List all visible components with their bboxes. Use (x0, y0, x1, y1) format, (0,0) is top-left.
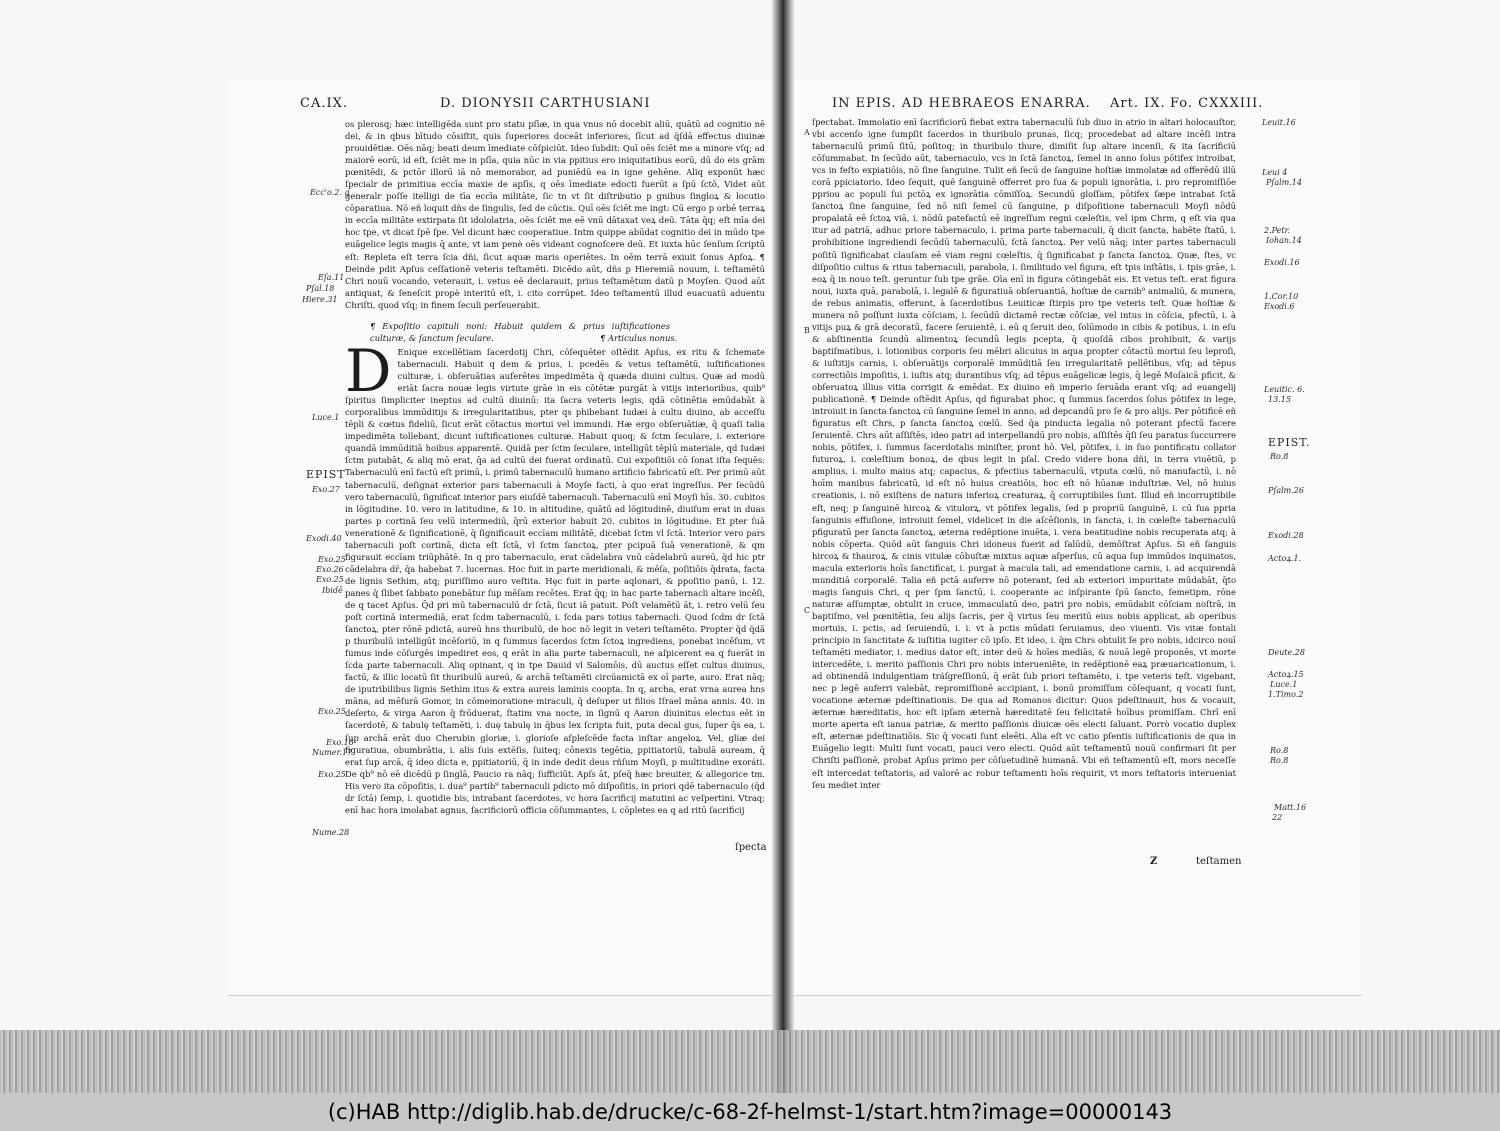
left-page-text-top: os plerosq; hæc intelligēda sunt pro statu pſīæ, in qua vnus nō docebit aliū, quātū ad cognitio nē dei, & in qbus bītudo cōsiſtit, quis ſuperiores doceāt inferiores, ſīcut ad q̄ſdā effectus diuinæ prouidētiæ. Oēs nāq; beati deum īmediate cōſpiciūt. Ideo ſubdit: Quī oēs ſciēt me a minore vſq; ad maiorē eorū, id eſt, ſciēt me in pſīa, quia nūc in via ppitius ero iniquitatibus eorū, dū do eis grām pœnitēdi, & pctōr illorū iā nō memorabor, ad puniēdū ea in igne gehēne. Aliq exponūt hæc ſpecialr de primitiua eccīa maxie de apſīs, q oēs īmediate edocti fuerūt a ſpū ſctō, Videt aūt generalr poſſe itelligi de tīa eccīa militāte, ſic tn vt ſit diſtributio p gnibus ſingloꝝ & locutio cōparatiua. Nō eñ loquit dñs de ſingulis, ſed de cūctis. Quī oēs ſciēt me ingt: Cū ergo p orbē terraꝝ in eccīa militāte extirpata ſit idololatria, oēs ſciēt me eē vnū dātaxat veꝝ deū. Tāta q̄q; eſt mīa dei hoc tpe, vt dicat ſpē ſpe. Vel dicunt hæc cooperatiue. Intm quippe abūdat cognitio dei in mūdo tpe euāgelice legis magis q̄ ante, vt iam penè oēs videant cognoſcere deū. Et iuxta hūc ſenſum ſcriptū eſt: Repleta eſt terra ſcia dñi, ſicut aquæ maris operiētes. In oēm terrā exiuit ſonus Apſoꝝ. ¶ Deinde pdit Apſus ceſſationē veteris teſtamēti. Dicēdo aūt, dñs p Hieremiā nouum, i. teſtamētū Chri nouū vocando, veterauit, i. vetus eē declarauit, prius teſtamētum datū p Moyſen. Quod aūt antiquat, & ſeneſcit propè interitū eſt, i. cito corrūpet. Ideo teſtamentū illud euacuatū aduentu Chriſti, quod vſq; in finem ſeculi perſeuerabit. (345, 119, 765, 310)
margin-note: Exodi.28 (1268, 531, 1304, 540)
margin-note: Numer.17 (312, 748, 353, 757)
margin-note: Actoꝝ.15 (1268, 670, 1304, 679)
margin-note: Ecc'o.2. q (310, 188, 350, 197)
book-gutter (772, 0, 794, 1093)
margin-note: Nume.28 (312, 828, 350, 837)
margin-note: 1.Timo.2 (1268, 690, 1304, 699)
margin-note: Pſalm.26 (1268, 486, 1304, 495)
margin-note: Ro.8 (1270, 756, 1289, 765)
margin-note: Exodi.40 (306, 534, 342, 543)
margin-note: Ro.8 (1270, 746, 1289, 755)
right-running-head-title: IN EPIS. AD HEBRAEOS ENARRA. (832, 96, 1091, 111)
margin-note: 13.15 (1268, 395, 1291, 404)
margin-note: Exo.16 (326, 738, 354, 747)
margin-note: Exo.25 (318, 770, 346, 779)
left-catchword: ſpecta (735, 842, 767, 853)
margin-note: Exo.25 (318, 707, 346, 716)
margin-heading: EPIST. (1268, 436, 1311, 449)
margin-note: Deute.28 (1268, 648, 1305, 657)
left-running-head-title: D. DIONYSII CARTHUSIANI (440, 96, 651, 111)
section-letter: C (804, 606, 811, 615)
left-subheading: ¶ Expoſitio capituli noni: Habuit quidem & prius iuſtificationes culturæ, & ſanctum ſeculare. (370, 321, 670, 344)
margin-note: Exo.26 (316, 565, 344, 574)
margin-note: Pſalm.14 (1266, 178, 1302, 187)
image-credit-text: (c)HAB http://diglib.hab.de/drucke/c-68-2f-helmst-1/start.htm?image=00000143 (327, 1100, 1173, 1124)
margin-note: Leuitic. 6. (1264, 385, 1305, 394)
margin-note: Exo.25 (316, 575, 344, 584)
margin-heading: EPIST (306, 468, 346, 481)
margin-note: Exodi.16 (1264, 258, 1300, 267)
margin-note: Leuit.16 (1262, 118, 1296, 127)
left-running-head-chapter: CA.IX. (300, 96, 348, 111)
margin-note: Exo.25 (318, 555, 346, 564)
right-running-head-article: Art. IX. (1110, 96, 1166, 111)
margin-note: Hiere.31 (302, 295, 338, 304)
margin-note: 2.Petr. (1264, 226, 1291, 235)
margin-note: Luce.1 (312, 413, 340, 422)
margin-note: Iohan.14 (1266, 236, 1302, 245)
margin-note: Actoꝝ.1. (1268, 554, 1302, 563)
margin-note: Exo.27 (312, 485, 340, 494)
left-article-heading: ¶ Articulus nonus. (600, 333, 678, 343)
image-credit-bar (0, 1093, 1500, 1131)
margin-note: Ibidē (322, 586, 343, 595)
section-letter: B (804, 326, 810, 335)
margin-note: Pſal.18 (306, 284, 335, 293)
signature-mark: Z (1150, 856, 1158, 867)
margin-note: 1.Cor.10 (1264, 292, 1299, 301)
right-catchword: teſtamen (1196, 856, 1242, 867)
margin-note: Ro.8 (1270, 452, 1289, 461)
right-running-head-folio: Fo. CXXXIII. (1170, 96, 1264, 111)
margin-note: Leui 4 (1262, 168, 1288, 177)
section-letter: A (804, 128, 810, 137)
left-body-continued: Enique excellētiam ſacerdotij Chri, cōſequēter oſtēdit Apſus, ex ritu & ſchemate tabernaculi. Habuit q dem & prius, i. pcedēs & vetus teſtamētū, iuſtificationes culturæ, i. obſeruātias auferētes impedimēta q̄ quæda diuini cultus. Quæ ad modū eriāt ſacra nouæ legis virtute grāe in eis cōtētæ purgāt à vitijs interioribus, quib⁹ ſpiritus ſimpliciter ineptus ad cultū diuinū: ita ſacra veteris legis, qdā cōtinētia emūdabāt à corporalibus immūditijs & irregularitatibus, pter qs phibebant Iudæi à cultu diuino, ab acceſſu tēpli & cœtus fideliū, ſicut erāt cōtactus mortui vel immundi. Hæ ergo obſeruātiæ, q̄ quaſi talia impedimēta tollebant, dicunt iuſtificationes culturæ. Habuit quoq; & ſctm ſeculare, i. exteriore quandā immūditiā hoibus apparentē. Quidā per ſctm ſeculare, intelligūt tēplū materiale, qd Iudæi ſctm putabāt, & aliq mō erat, q̄a ad cultū dei fuerat ordinatū. Cui expoſitiōi cō ſonat iſta ſequēs: Tabernaculū enī factū eſt primū, i. primū tabernaculū humano artificio fabricatū eſt. Per primū aūt tabernaculū, deſignat exterior pars tabernaculi à Moyſe facti, à quo erat ingreſſus. Per ſecūdū vero tabernaculū, ſignificat interior pars eiuſdē tabernaculi. Tabernaculū enī Moyſi hīs. 30. cubitos in lōgitudine. 10. vero in latitudine, & 10. in altitudine, quātū ad lōgitudinē, diuiſum erat in duas partes p cortinā ſeu velū intermediū, q̄rū exterior habuit 20. cubitos in lōgitudine. Et pter ſuā venerationē & ſignificationē, q̄ ſignificauit eccīam militātē, dicebat ſctm vl ſctā. Interior vero pars tabernaculi poſt cortinā, dicta eſt ſctā, vl ſctm ſanctoꝝ, pter pcipuā ſuā venerationē, & qm figurauit eccīam triūphātē. In q pro tabernaculo, erat cādelabra vnū cādelabrū aureū, q̄d hic ptr cādelabra dr̄, q̄a habebat 7. lucernas. Hoc fuit in parte meridionali, & mēſa, poſitiōis q̄drata, facta de lignis Sethim, atq; puriſſimo auro veſtita. Hęc fuit in parte aqlonari, & ppoſitio panū, i. 12. panes q̄ ſlibet ſabbato ponebātur ſup mēſam recētes. Erat q̄q; in hac parte tabernacli altare incēſi, de q tacet Apſus. Q̄d pri mū tabernaculū dr ſctā, ſicut iā patuit. Poſt velamētū āt, i. retro velū ſeu poſt cortinā intermediā, erat ſcdm tabernaculū, i. ſcda pars totius tabernacli. Quod ſcdm dr ſctā ſanctoꝝ, pter rōnē pdictā, aureū hns thuribulū, de hoc nō legit in veteri teſtamēto. Propter q̄d q̄dā p thuribulū intelligūt incēſoriū, in q ſummus ſacerdos ſctm ſctoꝝ ingrediens, ponebat incēſum, vt fumus inde cōſurgēs impediret eos, q erāt in alia parte tabernaculi, ne aſpicerent ea q fuerāt in ſcda parte tabernaculi. Aliq opinant, q in tpe Dauid vl Salomōis, dū auctus eſſet cultus diuinus, factū, & illic locatū ſit thuribulū aureū, & archā teſtamēti circūamictā ex oī parte, auro. Erat nāq; de iputribilibus lignis Sethim itus & extra aureis laminis coopta. In q, archa, erat vrna aurea hns māna, ad mēſurā Gomor, in cōmemoratione miraculi, q̄ deſuper ut filios Iſrael māna annis. 40. in deſerto, & virga Aaron q̄ frōduerat, ſtatim vna nocte, in ſignū q Aaron diuinitus electus eēt in ſacerdotē, & tabulę teſtamēti, i. duę tabulę in q̄bus lex ſcripta fuit, puta decal gus, ſuper q̄s ea, i. ſup archā erāt duo Cherubin gloriæ, i. glorioſe aſpleſcēde facta inſtar angeloꝝ. Vel, gliæ dei figuratiua, obumbrātia, i. alis ſuis extēſis, ſuiteq; cōnexis tegētia, ppitiatoriū, tabulā auream, q̄ erat ſup arcā, q̄ ideo dicta e, ppitiatoriū, q̄ in inde dedit deus rñſum Moyſi, p multitudine exoráti. De qb⁹ nō eē dicēdū p ſinglā, Paucio ra nāq; ſufficiūt. Apſs āt, pſeq̄ hæc breuiter, & allegorice tm. His vero ita cōpoſitis, i. dua⁹ partib⁹ tabernaculi pdicto mō diſpoſitis, in priori qdē tabernaculo (q̄d dr ſctā) ſemp, i. quotidie bis, intrabant ſacerdotes, vc hora ſacrificij matutini ac veſpertini. Vtraq; enī hac hora imolabat agnus, ſacrificiorū officia cōſummantes, i. cōpletes ea q ad ritū ſacrificij (345, 347, 765, 815)
margin-note: Luce.1 (1270, 680, 1298, 689)
margin-note: Eſa.11 (318, 273, 345, 282)
margin-note: 22 (1272, 813, 1283, 822)
right-page-text: ſpectabat. Immolatio enī ſacrificiorū fiebat extra tabernaculū ſub diuo in atrio in altari holocauſtor, vbi accenſo igne ſumpſit ſacerdos in thuribulo prunas, ſicq; procedebat ad altare incēſi intra tabernaculū primū ſitū, poſitoq; in thuribulo thure, dimiſit ſup altare incenſi, & ita ſacrificiū cōſummabat. In ſecūdo aūt, tabernaculo, vcs in ſctā ſanctoꝝ, ſemel in anno ſolus pōtifex introibat, vcs in feſto expiatiōis, nō ſine ſanguine. Tulit eñ ſecū de ſanguine hoſtiæ immolatæ ad offerēdū illū corā ppiciatorio. Ideo ſequit, quē ſanguinē offerret pro ſua & populi ignorātia, i. pro repromiſſiōe ppriou ac populi ſui pctōꝝ ex ignorātia cōmiſſoꝝ. Secundū gloſſam, pōtifex ſæpe intrabat ſctā ſanctoꝝ ſine ſanguine, ſed nō niſi ſemel cū ſanguine, p diſpoſitione tabernaculi Moyſi nōdū propalatā eē ſctoꝝ viā, i. nōdū patefactū eē ingreſſum regni cœleſtis, vel ipm Chrm, q eſt via qua itur ad patriā, adhuc priore tabernaculo, i. prima parte tabernaculi, q̄ dicit ſancta, habēte ſtatū, i. prohibitione ingrediendi ſecūdū tabernaculū, ſctā ſanctoꝝ. Per velū nāq; inter partes tabernaculi poſitū ſignificabat clauſam eē viam regni cœleſtis, q̄ ſignificabat p ſancta ſanctoꝝ. Quæ, ſtes, vc diſpoſitio cultus & ritus tabernaculi, parabola, i. ſimilitudo vel figura, eſt tpis inſtātis, i. tpis grāe, i. eoꝝ q̄ in nouo teſt. geruntur ſub tpe grāe. Oīa enī in figura cōtingebāt eis. Et vetus teſt. erat figura noui, iuxta quā, parabolā, i. legalē & figuratiuā obſeruantiā, hoſtiæ de carnib⁹ animaliū, & munera, de rebus animatis, offerunt, à ſacerdotibus Leuiticæ ſtirpis pro tpe veteris teſt. Quæ hoſtiæ & munera nō poſſunt iuxta cōſciam, i. ſecūdū dictamē rectæ cōſciæ, vel intus in cōſcia, pfectū, i. à vitijs puꝝ & grā decoratū, facere ſeruientē, i. eū q ſeruit deo, ſolūmodo in cibis & potibus, i. in eſu & abſtinentia ſcundū alimentoꝝ ſecundū legis pcepta, q̄ quoſdā cibos prohibuit, & varijs baptiſmatibus, i. lotionibus corporis ſeu mēbri alicuius in aqua propter cōtactū mortui ſeu leproſi, & iuſtitijs carnis, i. obſeruātijs corporalē immūditiā ſeu irregularitatē pellētibus, vſq; ad tēpus correctiōis impoſitis, i. iuſtis atq; durantibus vſq; ad tēpus euāgelicæ legis, q̄ legē Moſaicā pficit, & obſeruatoꝝ illius vitia corrigit & emēdat. Ex diuino eñ imperio ſeruāda erant vſq; ad euangelij publicationē. ¶ Deinde oſtēdit Apſus, qd figurabat phoc, q ſummus ſacerdos ſolus pōtifex in lege, introiuit in ſancta ſanctoꝝ cū ſanguine ſemel in anno, ad depcandū pro ſe & pro alijs. Per pōtificē eñ figuratus eſt Chrs, p ſancta ſanctoꝝ cœlū. Sed q̄a pinducta legalia nō poterant pfectū facere ſeruientē. Chrs aūt aſſiſtēs, ideo patri ad interpellandū pro nobis, aſſiſtēs q̄ſi ſeu paratus ſuccurrere nobis, pōtifex, i. ſummus ſacerdotalis miniſter, pront hō. Vel, pōtifex, i. in ſuo pontificatu collator futuroꝝ, i. cœleſtium bonoꝝ, de qbus legit in pſal. Credo videre bona dñi, in terra viuētiū, p amplius, i. multo maius atq; capacius, & pfectius tabernaculū, vtputa cœlū, nō manufactū, i. nō hoīm manibus fabricatū, id eſt nō huius creatiōis, hoc eſt nō hūanæ induſtriæ. Vel, nō huius creationis, i. nō exiſtens de natura inferioꝝ creaturaꝝ, q̄ corruptibiles ſunt. Illud eñ incorruptibile eſt, neq; p ſanguinē hircoꝝ & vitulorꝝ, vt pōtifex legalis, ſed p propriū ſanguinē, i. cū ſua ppria ſanguinis effuſione, introiuit ſemel, videlicet in die aſcēſionis, in ſancta, i. in cœleſte tabernaculū pfiguratū per ſancta ſanctoꝝ, æterna redēptione inuēta, i. vera beatitudine nobis recuperata atq; à nobis cōperta. Quōd aūt ſanguis Chri idoneus fuerit ad ſalūdū, demōſtrat Apſus. Si eñ ſanguis hircoꝝ & thauroꝝ, & cinis vitulæ cōbuſtæ mixtus aquæ aſperſus, cū aqua ſup immūdos inquinatos, macula exterioris hoīs ſanctificat, i. purgat à macula tali, ad emendatione carnis, i. ad acquirendā munditiā corporalē. Talia eñ pctā auferre nō poterant, ſed ab exteriori impuritate mūdabāt, q̄to magis ſanguis Chri, q per ſpm ſanctū, i. cooperante ac inſpirante ſpū ſancto, ſemetipm, rōne naturæ aſſumptæ, obtulit in cruce, immaculatū deo, patri pro nobis, emūdabit cōſciam noſtrā, in baptiſmo, vel pœnitētia, ſeu alijs ſacris, per q̄ virtus ſeu meritū eius nobis applicat, ab operibus mortuis, i. pctis, ad ſeruiendū, i. i. vt à pctis mūdati ſeruiamus, deo viuenti. Vis vitæ fontali principio in ſanctitate & iuſtitia iugiter cō ipſo. Et ideo, i. q̄m Chrs obtulit ſe pro nobis, idcirco nouī teſtamēti mediator, i. medius dator eſt, inter deū & hoīes mediās, & nouā legē proponēs, vt morte intercedēte, i. merito paſſionis Chri pro nobis interueniēte, in redēptionē eaꝝ præuaricationum, i. ad obtinendā indulgentiam tráſgreſſionū, q̄ erāt ſub priori teſtamēto, i. tpe veteris teſt. vigebant, nec p legē auferri valebāt, repromiſſionē accipiant, i. bonū promiſſum cōſequant, q vocati ſunt, vocatione æternæ pdeſtinationis. De qua ad Romanos dicitur: Quos pdeſtinauit, hos & vocauit, æternæ hæreditatis, hoc eſt ipſam æternā hæreditatē ſeu felicitatē hoībus promiſſam. Chrī enī morte aperta eſt ianua patriæ, & merito paſſionis diuicæ oēs electi ſaluant. Porrò vocatio duplex eſt, æternæ pdeſtinatiōis. Sic q̄ vocati ſunt eleēti. Alia eſt vc catio pſentis iuſtificationis de qua in Euāgelio legit: Multi ſunt vocati, pauci vero electi. Quōd aūt teſtamentū nouū confirmari ſit per Chriſti paſſionē, probat Apſus primo per cōſuetudinē humanā. Vbi eñ teſtamentū eſt, mors neceſſe eſt intercedat teſtatoris, ad valorē ac robur teſtamenti hoīs requirit, vt mors teſtatoris interueniat ſeu mediet inter (812, 117, 1236, 790)
margin-note: Matt.16 (1274, 803, 1307, 812)
left-page-text-bottom (345, 346, 765, 1093)
margin-note: Exodi.6 (1264, 302, 1295, 311)
drop-cap-initial: D (345, 346, 392, 405)
